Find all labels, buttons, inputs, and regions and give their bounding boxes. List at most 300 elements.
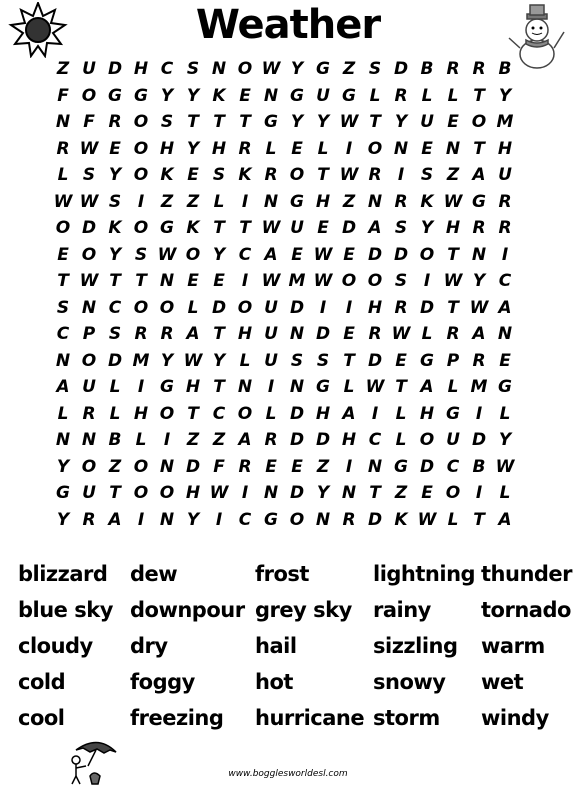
grid-letter: H xyxy=(133,403,149,424)
grid-letter: L xyxy=(213,191,225,212)
grid-letter: W xyxy=(339,165,359,186)
grid-letter: W xyxy=(495,456,515,477)
grid-letter: D xyxy=(419,456,435,477)
word-bank-item: warm xyxy=(481,634,545,658)
grid-letter: N xyxy=(159,509,175,530)
grid-letter: O xyxy=(159,403,175,424)
grid-letter: M xyxy=(496,112,514,133)
grid-letter: E xyxy=(109,138,121,159)
grid-letter: T xyxy=(57,271,69,292)
grid-letter: E xyxy=(187,271,199,292)
grid-letter: T xyxy=(239,112,251,133)
grid-letter: G xyxy=(290,85,304,106)
grid-letter: Y xyxy=(316,483,330,504)
grid-letter: H xyxy=(445,218,461,239)
grid-letter: I xyxy=(345,138,353,159)
grid-letter: G xyxy=(160,377,174,398)
grid-letter: O xyxy=(419,430,435,451)
grid-letter: G xyxy=(394,456,408,477)
grid-letter: R xyxy=(472,350,486,371)
grid-letter: T xyxy=(213,377,225,398)
grid-letter: L xyxy=(447,509,459,530)
grid-letter: R xyxy=(82,509,96,530)
grid-letter: H xyxy=(367,297,383,318)
grid-letter: G xyxy=(316,377,330,398)
grid-letter: I xyxy=(241,191,249,212)
grid-letter: L xyxy=(265,138,277,159)
grid-letter: D xyxy=(289,297,305,318)
grid-letter: U xyxy=(264,324,278,345)
grid-letter: W xyxy=(157,244,177,265)
grid-letter: E xyxy=(57,244,69,265)
grid-letter: N xyxy=(341,483,357,504)
grid-letter: Z xyxy=(186,430,200,451)
grid-letter: R xyxy=(472,59,486,80)
grid-letter: L xyxy=(57,165,69,186)
grid-letter: Z xyxy=(342,59,356,80)
grid-letter: O xyxy=(445,483,461,504)
grid-letter: R xyxy=(342,509,356,530)
grid-letter: C xyxy=(368,430,382,451)
word-bank-item: dew xyxy=(130,562,178,586)
grid-letter: C xyxy=(498,271,512,292)
grid-letter: A xyxy=(472,165,486,186)
grid-letter: T xyxy=(447,297,459,318)
word-bank-item: freezing xyxy=(130,706,224,730)
grid-letter: D xyxy=(471,430,487,451)
grid-letter: R xyxy=(82,403,96,424)
grid-letter: T xyxy=(239,218,251,239)
grid-letter: R xyxy=(56,138,70,159)
grid-letter: T xyxy=(135,271,147,292)
grid-letter: Y xyxy=(56,456,70,477)
grid-letter: R xyxy=(446,324,460,345)
grid-letter: K xyxy=(238,165,252,186)
word-bank-item: blizzard xyxy=(18,562,108,586)
grid-letter: W xyxy=(261,59,281,80)
grid-letter: T xyxy=(109,271,121,292)
grid-letter: D xyxy=(211,297,227,318)
grid-letter: O xyxy=(133,165,149,186)
grid-letter: N xyxy=(393,138,409,159)
grid-row xyxy=(50,507,526,534)
grid-letter: W xyxy=(313,244,333,265)
grid-letter: T xyxy=(395,377,407,398)
grid-letter: H xyxy=(211,138,227,159)
grid-letter: L xyxy=(369,85,381,106)
word-bank-item: hail xyxy=(255,634,297,658)
grid-row xyxy=(50,215,526,242)
grid-letter: N xyxy=(471,244,487,265)
grid-row xyxy=(50,374,526,401)
grid-letter: Y xyxy=(290,112,304,133)
grid-letter: O xyxy=(55,218,71,239)
grid-letter: G xyxy=(498,377,512,398)
grid-letter: G xyxy=(446,403,460,424)
grid-letter: O xyxy=(159,483,175,504)
grid-letter: P xyxy=(82,324,96,345)
grid-letter: Y xyxy=(108,244,122,265)
grid-letter: O xyxy=(81,244,97,265)
grid-letter: Z xyxy=(212,430,226,451)
grid-letter: D xyxy=(315,430,331,451)
grid-letter: G xyxy=(472,191,486,212)
grid-letter: O xyxy=(133,456,149,477)
grid-letter: L xyxy=(395,403,407,424)
word-bank-item: downpour xyxy=(130,598,245,622)
grid-row xyxy=(50,162,526,189)
grid-letter: W xyxy=(53,191,73,212)
grid-letter: T xyxy=(473,85,485,106)
grid-letter: U xyxy=(82,377,96,398)
grid-letter: U xyxy=(264,350,278,371)
grid-letter: Y xyxy=(212,350,226,371)
grid-letter: R xyxy=(108,112,122,133)
grid-letter: L xyxy=(109,377,121,398)
grid-row xyxy=(50,242,526,269)
grid-letter: B xyxy=(498,59,512,80)
grid-letter: H xyxy=(133,59,149,80)
grid-letter: A xyxy=(498,509,512,530)
grid-letter: R xyxy=(368,165,382,186)
grid-row xyxy=(50,454,526,481)
word-bank-item: rainy xyxy=(373,598,431,622)
grid-letter: T xyxy=(369,483,381,504)
grid-letter: Z xyxy=(394,483,408,504)
grid-letter: W xyxy=(79,138,99,159)
grid-letter: K xyxy=(108,218,122,239)
grid-letter: L xyxy=(109,403,121,424)
grid-letter: N xyxy=(55,350,71,371)
grid-letter: Z xyxy=(160,191,174,212)
grid-letter: D xyxy=(393,59,409,80)
grid-letter: U xyxy=(290,218,304,239)
word-bank-item: frost xyxy=(255,562,309,586)
grid-letter: I xyxy=(345,297,353,318)
grid-letter: Y xyxy=(290,59,304,80)
grid-letter: T xyxy=(213,112,225,133)
grid-letter: G xyxy=(56,483,70,504)
grid-letter: U xyxy=(316,85,330,106)
grid-letter: N xyxy=(263,483,279,504)
word-bank-item: thunder xyxy=(481,562,573,586)
grid-letter: L xyxy=(447,377,459,398)
grid-letter: T xyxy=(213,324,225,345)
grid-letter: E xyxy=(213,271,225,292)
grid-letter: I xyxy=(501,244,509,265)
grid-letter: O xyxy=(367,271,383,292)
grid-letter: C xyxy=(238,244,252,265)
grid-letter: D xyxy=(367,509,383,530)
grid-letter: U xyxy=(446,430,460,451)
grid-letter: N xyxy=(159,271,175,292)
grid-letter: I xyxy=(371,403,379,424)
page-title: Weather xyxy=(195,2,381,48)
word-bank-item: blue sky xyxy=(18,598,113,622)
grid-letter: N xyxy=(497,324,513,345)
grid-letter: Z xyxy=(56,59,70,80)
grid-letter: A xyxy=(472,324,486,345)
grid-letter: T xyxy=(369,112,381,133)
grid-row xyxy=(50,348,526,375)
grid-row xyxy=(50,83,526,110)
grid-letter: I xyxy=(215,509,223,530)
grid-letter: W xyxy=(209,483,229,504)
word-bank-item: wet xyxy=(481,670,524,694)
grid-letter: C xyxy=(238,509,252,530)
grid-letter: A xyxy=(56,377,70,398)
grid-letter: O xyxy=(341,271,357,292)
grid-letter: N xyxy=(81,297,97,318)
grid-letter: O xyxy=(237,59,253,80)
grid-letter: S xyxy=(82,165,96,186)
grid-letter: G xyxy=(134,85,148,106)
grid-letter: O xyxy=(185,244,201,265)
grid-letter: M xyxy=(288,271,306,292)
grid-letter: R xyxy=(498,191,512,212)
grid-letter: E xyxy=(447,112,459,133)
grid-letter: C xyxy=(108,297,122,318)
grid-letter: A xyxy=(108,509,122,530)
grid-letter: L xyxy=(57,403,69,424)
grid-letter: S xyxy=(212,165,226,186)
grid-letter: E xyxy=(291,138,303,159)
grid-letter: I xyxy=(241,271,249,292)
grid-letter: H xyxy=(419,403,435,424)
grid-letter: D xyxy=(419,297,435,318)
grid-letter: A xyxy=(238,430,252,451)
grid-letter: R xyxy=(368,324,382,345)
grid-letter: Y xyxy=(316,112,330,133)
grid-letter: M xyxy=(132,350,150,371)
grid-letter: I xyxy=(475,403,483,424)
grid-letter: E xyxy=(317,218,329,239)
grid-letter: I xyxy=(137,191,145,212)
grid-letter: D xyxy=(367,350,383,371)
grid-letter: S xyxy=(108,324,122,345)
grid-letter: A xyxy=(186,324,200,345)
grid-row xyxy=(50,109,526,136)
grid-letter: O xyxy=(81,85,97,106)
grid-letter: R xyxy=(238,456,252,477)
grid-letter: R xyxy=(264,430,278,451)
grid-letter: Y xyxy=(56,509,70,530)
grid-letter: D xyxy=(81,218,97,239)
grid-letter: O xyxy=(419,244,435,265)
grid-letter: B xyxy=(420,59,434,80)
grid-letter: S xyxy=(186,59,200,80)
grid-letter: N xyxy=(289,324,305,345)
grid-letter: N xyxy=(315,509,331,530)
word-bank-item: lightning xyxy=(373,562,476,586)
grid-row xyxy=(50,427,526,454)
grid-letter: N xyxy=(367,191,383,212)
grid-letter: L xyxy=(421,324,433,345)
grid-letter: H xyxy=(185,483,201,504)
grid-letter: U xyxy=(82,59,96,80)
word-bank-item: tornado xyxy=(481,598,571,622)
grid-letter: N xyxy=(263,85,279,106)
grid-letter: C xyxy=(212,403,226,424)
word-bank-item: sizzling xyxy=(373,634,458,658)
grid-letter: Z xyxy=(186,191,200,212)
grid-letter: R xyxy=(472,218,486,239)
word-bank-item: cool xyxy=(18,706,65,730)
grid-letter: L xyxy=(499,403,511,424)
grid-letter: K xyxy=(160,165,174,186)
grid-letter: L xyxy=(317,138,329,159)
grid-letter: L xyxy=(395,430,407,451)
grid-letter: Y xyxy=(160,350,174,371)
grid-letter: S xyxy=(290,350,304,371)
grid-letter: I xyxy=(475,483,483,504)
grid-letter: M xyxy=(470,377,488,398)
grid-letter: K xyxy=(186,218,200,239)
grid-letter: D xyxy=(185,456,201,477)
grid-letter: H xyxy=(315,403,331,424)
grid-letter: U xyxy=(420,112,434,133)
grid-letter: O xyxy=(133,112,149,133)
grid-letter: W xyxy=(443,191,463,212)
grid-letter: O xyxy=(81,456,97,477)
grid-letter: R xyxy=(394,297,408,318)
grid-letter: Z xyxy=(342,191,356,212)
grid-letter: W xyxy=(391,324,411,345)
grid-letter: H xyxy=(341,430,357,451)
grid-letter: Y xyxy=(472,271,486,292)
grid-letter: A xyxy=(498,297,512,318)
grid-letter: W xyxy=(79,271,99,292)
sun-icon xyxy=(8,2,68,58)
grid-row xyxy=(50,189,526,216)
grid-letter: K xyxy=(394,509,408,530)
grid-letter: R xyxy=(446,59,460,80)
grid-letter: O xyxy=(471,112,487,133)
grid-letter: D xyxy=(289,483,305,504)
grid-letter: H xyxy=(237,324,253,345)
grid-letter: G xyxy=(290,191,304,212)
grid-letter: A xyxy=(368,218,382,239)
grid-letter: D xyxy=(107,350,123,371)
grid-letter: D xyxy=(289,403,305,424)
grid-letter: A xyxy=(420,377,434,398)
grid-letter: N xyxy=(55,112,71,133)
grid-letter: S xyxy=(108,191,122,212)
grid-letter: W xyxy=(313,271,333,292)
grid-letter: E xyxy=(395,350,407,371)
grid-letter: I xyxy=(397,165,405,186)
grid-letter: Y xyxy=(498,85,512,106)
grid-letter: D xyxy=(289,430,305,451)
grid-letter: H xyxy=(159,138,175,159)
grid-letter: C xyxy=(160,59,174,80)
grid-row xyxy=(50,295,526,322)
grid-letter: I xyxy=(267,377,275,398)
grid-letter: W xyxy=(79,191,99,212)
grid-letter: R xyxy=(134,324,148,345)
word-bank-item: snowy xyxy=(373,670,446,694)
grid-letter: N xyxy=(55,430,71,451)
grid-letter: G xyxy=(316,59,330,80)
grid-letter: N xyxy=(289,377,305,398)
grid-letter: T xyxy=(187,403,199,424)
grid-letter: N xyxy=(263,191,279,212)
grid-letter: N xyxy=(211,59,227,80)
grid-letter: L xyxy=(239,350,251,371)
grid-letter: N xyxy=(367,456,383,477)
grid-letter: G xyxy=(264,112,278,133)
grid-letter: R xyxy=(498,218,512,239)
grid-letter: I xyxy=(423,271,431,292)
grid-letter: T xyxy=(343,350,355,371)
letter-grid xyxy=(50,56,526,533)
grid-letter: N xyxy=(445,138,461,159)
grid-letter: T xyxy=(473,138,485,159)
grid-letter: Z xyxy=(108,456,122,477)
grid-letter: N xyxy=(81,430,97,451)
grid-letter: D xyxy=(367,244,383,265)
grid-row xyxy=(50,480,526,507)
grid-letter: A xyxy=(264,244,278,265)
grid-letter: E xyxy=(291,456,303,477)
grid-letter: C xyxy=(446,456,460,477)
grid-letter: Z xyxy=(446,165,460,186)
grid-letter: R xyxy=(264,165,278,186)
grid-letter: N xyxy=(237,377,253,398)
word-bank-item: foggy xyxy=(130,670,195,694)
word-bank-item: hot xyxy=(255,670,293,694)
grid-letter: T xyxy=(317,165,329,186)
grid-letter: G xyxy=(342,85,356,106)
word-bank-item: windy xyxy=(481,706,549,730)
grid-letter: W xyxy=(261,271,281,292)
grid-letter: W xyxy=(183,350,203,371)
grid-letter: H xyxy=(497,138,513,159)
grid-letter: B xyxy=(472,456,486,477)
grid-letter: L xyxy=(447,85,459,106)
grid-letter: I xyxy=(137,377,145,398)
word-bank-item: cold xyxy=(18,670,66,694)
grid-letter: L xyxy=(135,430,147,451)
grid-letter: L xyxy=(421,85,433,106)
grid-letter: U xyxy=(498,165,512,186)
grid-letter: Z xyxy=(316,456,330,477)
grid-letter: O xyxy=(237,403,253,424)
word-bank-item: dry xyxy=(130,634,168,658)
grid-letter: O xyxy=(159,297,175,318)
grid-letter: Y xyxy=(420,218,434,239)
grid-letter: Y xyxy=(186,509,200,530)
grid-letter: P xyxy=(446,350,460,371)
grid-letter: W xyxy=(261,218,281,239)
grid-letter: I xyxy=(319,297,327,318)
grid-letter: O xyxy=(81,350,97,371)
grid-letter: R xyxy=(394,191,408,212)
grid-letter: O xyxy=(133,138,149,159)
grid-letter: E xyxy=(343,324,355,345)
grid-letter: W xyxy=(365,377,385,398)
grid-row xyxy=(50,401,526,428)
grid-letter: T xyxy=(447,244,459,265)
grid-letter: R xyxy=(394,85,408,106)
grid-row xyxy=(50,136,526,163)
grid-letter: K xyxy=(212,85,226,106)
grid-letter: I xyxy=(137,509,145,530)
grid-letter: O xyxy=(289,165,305,186)
grid-letter: F xyxy=(83,112,95,133)
grid-letter: C xyxy=(56,324,70,345)
grid-letter: B xyxy=(108,430,122,451)
